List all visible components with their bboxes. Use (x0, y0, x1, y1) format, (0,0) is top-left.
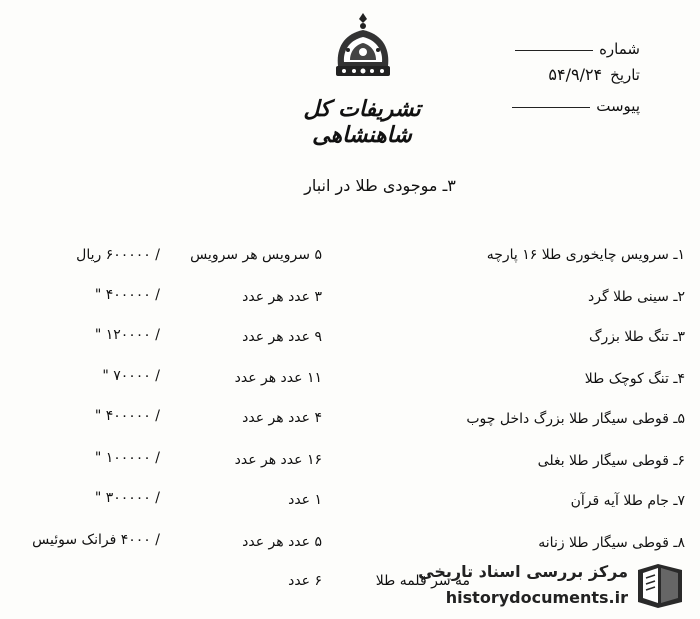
item-quantity: ۶ عدد (288, 573, 322, 589)
item-price: / ۴۰۰۰۰۰ " (94, 408, 160, 424)
item-quantity: ۱۶ عدد هر عدد (234, 452, 322, 468)
item-quantity: ۴ عدد هر عدد (242, 410, 322, 426)
item-name: ۸ـ قوطی سیگار طلا زنانه (538, 535, 685, 551)
attachment-line (512, 106, 590, 108)
item-price: / ۴۰۰۰ فرانک سوئیس (32, 532, 160, 548)
item-quantity: ۳ عدد هر عدد (242, 289, 322, 305)
crown-emblem-icon (328, 10, 398, 84)
item-price: / ۱۰۰۰۰۰ " (94, 450, 160, 466)
item-price: / ۳۰۰۰۰۰ " (94, 490, 160, 506)
item-price: / ۱۲۰۰۰۰ " (94, 327, 160, 343)
book-logo-icon (634, 558, 686, 610)
document-number (490, 40, 640, 58)
item-name: مه سر قلمه طلا (375, 573, 470, 589)
item-name: ۷ـ جام طلا آیه قرآن (570, 493, 685, 509)
item-name: ۶ـ قوطی سیگار طلا بغلی (537, 453, 685, 469)
item-price: / ۴۰۰۰۰۰ " (94, 287, 160, 303)
document-date (490, 65, 640, 84)
number-label: شماره (599, 40, 640, 58)
attachment-label: پیوست (596, 97, 640, 115)
number-line (515, 49, 593, 51)
item-quantity: ۱ عدد (288, 492, 322, 508)
item-name: ۴ـ تنگ کوچک طلا (584, 371, 685, 387)
organization-title: تشریفات کل شاهنشاهی (303, 96, 421, 148)
item-quantity: ۹ عدد هر عدد (242, 329, 322, 345)
item-name: ۳ـ تنگ طلا بزرگ (588, 329, 685, 345)
item-quantity: ۱۱ عدد هر عدد (234, 370, 322, 386)
item-name: ۵ـ قوطی سیگار طلا بزرگ داخل چوب (466, 411, 685, 427)
watermark-persian: مرکز بررسی اسناد تاریخی (418, 562, 628, 581)
watermark-url: historydocuments.ir (445, 588, 628, 607)
item-price: / ۷۰۰۰۰ " (102, 368, 160, 384)
watermark (416, 558, 686, 614)
item-quantity: ۵ سرویس هر سرویس (190, 247, 322, 263)
section-heading: ۳ـ موجودی طلا در انبار (304, 176, 456, 195)
document-attachment (490, 97, 640, 115)
date-label: تاریخ (610, 66, 640, 84)
item-price: / ۶۰۰۰۰۰ ریال (76, 247, 160, 263)
item-quantity: ۵ عدد هر عدد (242, 534, 322, 550)
date-value: ۵۴/۹/۲۴ (548, 65, 603, 84)
item-name: ۱ـ سرویس چایخوری طلا ۱۶ پارچه (486, 247, 685, 263)
item-name: ۲ـ سینی طلا گرد (588, 289, 685, 305)
